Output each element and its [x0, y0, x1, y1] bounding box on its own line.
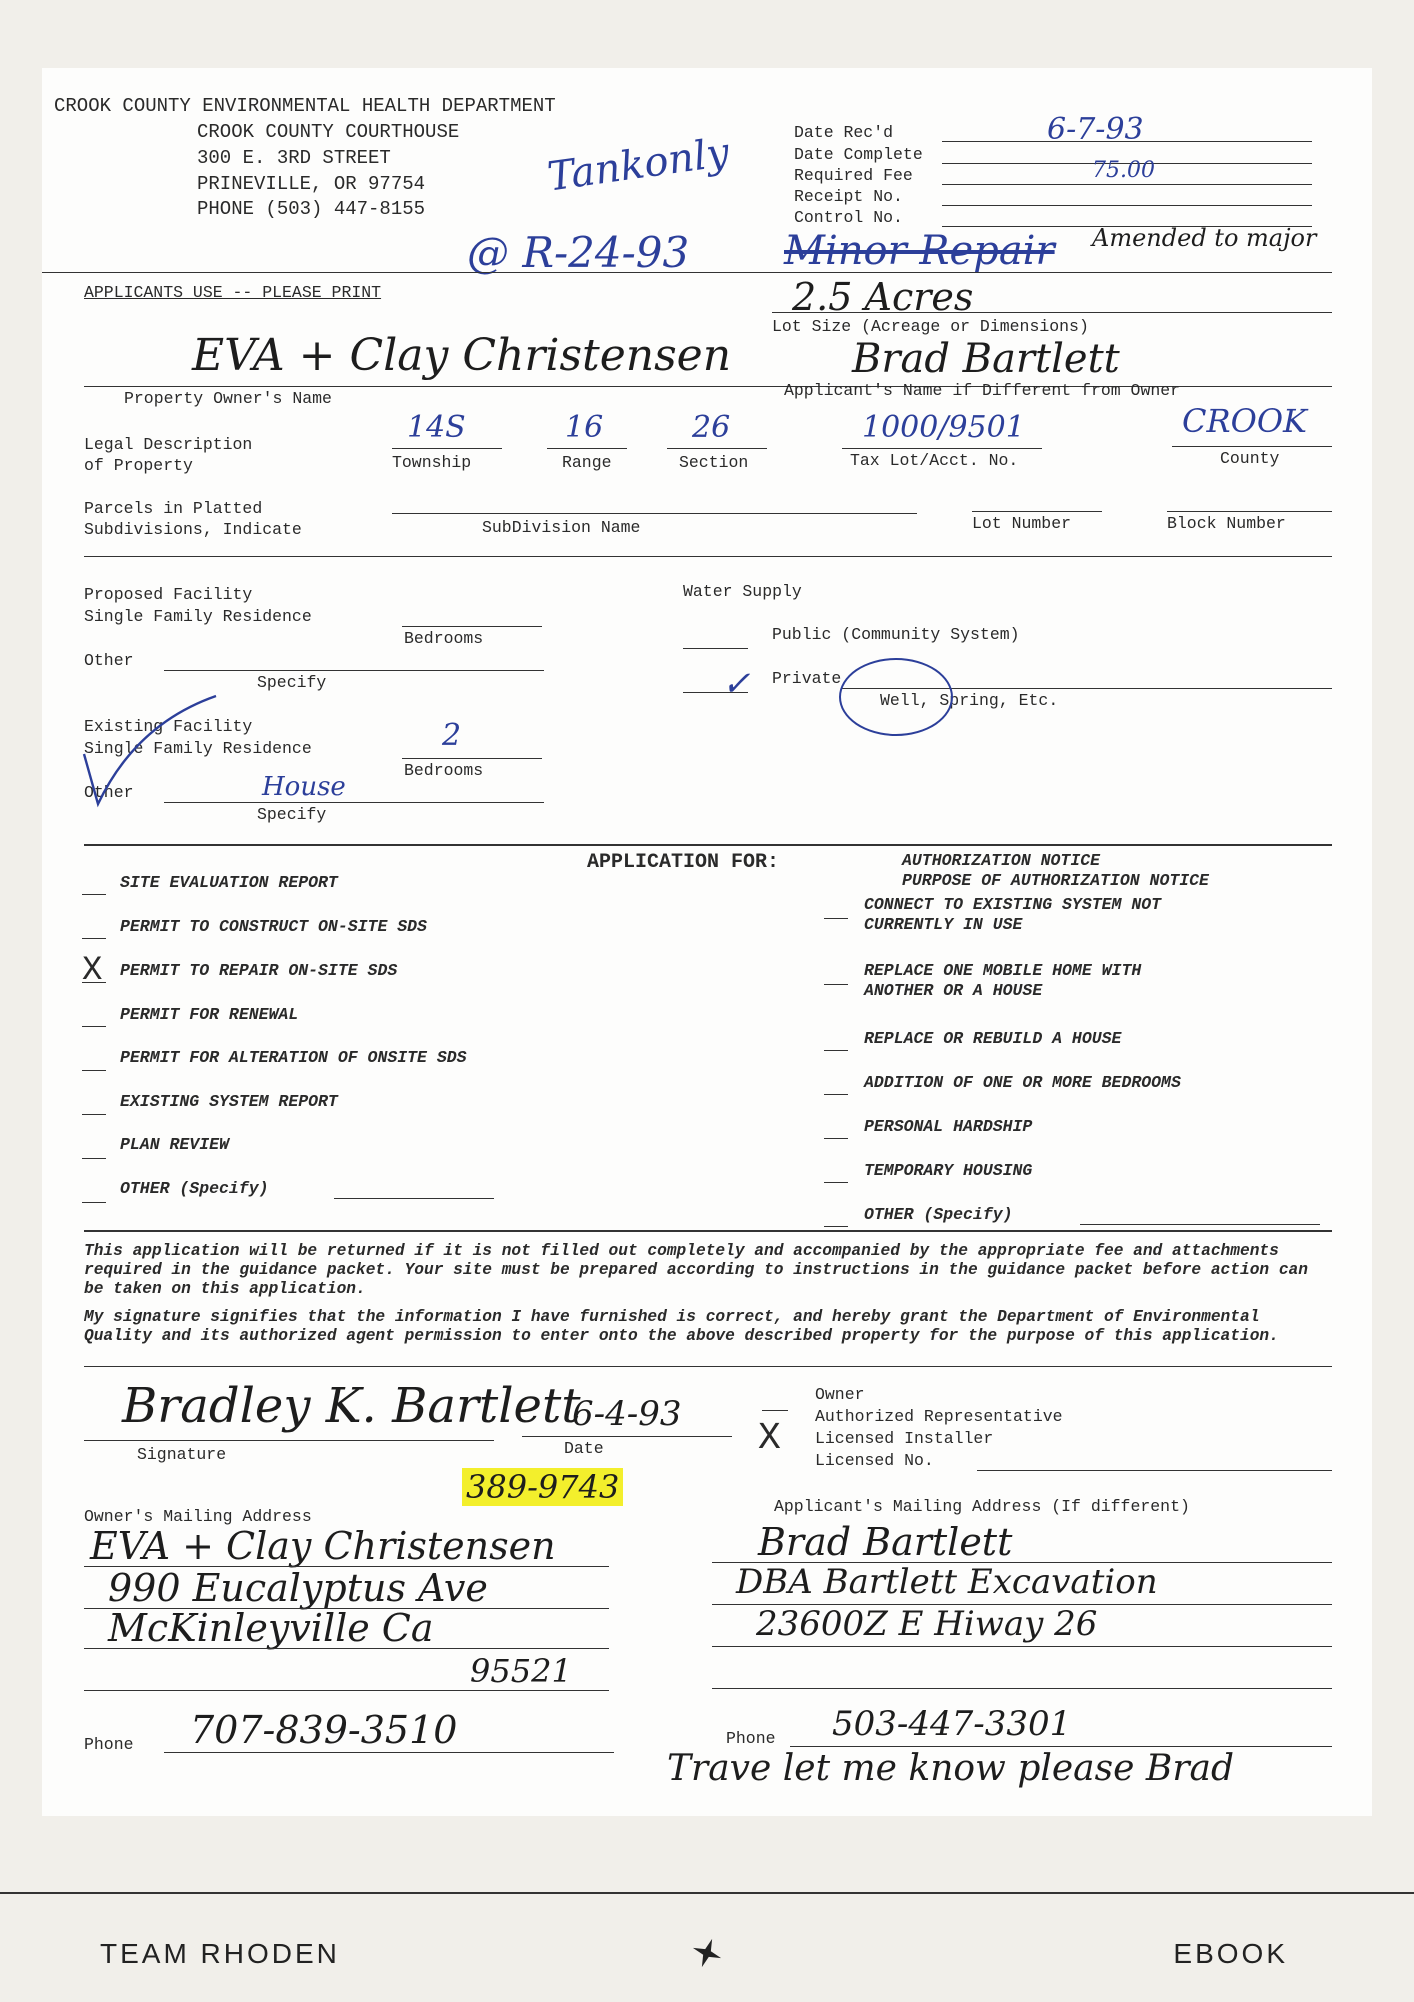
date-signed-value: 6-4-93: [572, 1394, 682, 1434]
date-recd-value: 6-7-93: [1047, 112, 1144, 147]
existing-sfr: Single Family Residence: [84, 739, 312, 758]
auth-title: AUTHORIZATION NOTICE: [902, 851, 1101, 870]
water-title: Water Supply: [683, 582, 802, 601]
owner-mailing-label: Owner's Mailing Address: [84, 1507, 312, 1526]
applicant-phone-label: Phone: [726, 1729, 776, 1748]
address-line: CROOK COUNTY COURTHOUSE: [197, 121, 460, 143]
proposed-other: Other: [84, 651, 134, 670]
amended-annotation: Amended to major: [1092, 224, 1317, 252]
legal-label: of Property: [84, 456, 193, 475]
fee-value: 75.00: [1092, 158, 1155, 183]
auth-purpose-title: PURPOSE OF AUTHORIZATION NOTICE: [902, 871, 1209, 890]
option-addition-bedrooms[interactable]: ADDITION OF ONE OR MORE BEDROOMS: [864, 1073, 1181, 1092]
lot-number-label: Lot Number: [972, 514, 1072, 533]
date-recd-label: Date Rec'd: [794, 123, 894, 142]
water-public: Public (Community System): [772, 625, 1020, 644]
owner-phone-value: 707-839-3510: [190, 1708, 458, 1752]
role-owner[interactable]: Owner: [815, 1385, 865, 1404]
footer-left-text: TEAM RHODEN: [100, 1938, 340, 1969]
parcels-label: Parcels in Platted: [84, 499, 263, 518]
applicants-use-label: APPLICANTS USE -- PLEASE PRINT: [84, 283, 382, 302]
phone-line: PHONE (503) 447-8155: [197, 198, 426, 220]
signature-value: Bradley K. Bartlett: [122, 1378, 581, 1434]
applicant-name-value: Brad Bartlett: [852, 336, 1120, 382]
date-complete-label: Date Complete: [794, 145, 923, 164]
proposed-bedrooms-label: Bedrooms: [404, 629, 484, 648]
address-line: 300 E. 3RD STREET: [197, 147, 391, 169]
signature-statement: My signature signifies that the information I have furnished is correct, and hereby grant the Department of Environmental Quality and its authorized agent permission to enter onto the above described property for the purpose of this application.: [84, 1308, 1279, 1345]
applicant-mail-line2: DBA Bartlett Excavation: [736, 1562, 1158, 1602]
owner-mail-line3: McKinleyville Ca: [108, 1606, 434, 1650]
owner-name-value: EVA + Clay Christensen: [192, 330, 732, 381]
option-connect-existing-2: CURRENTLY IN USE: [864, 915, 1023, 934]
owner-mail-line1: EVA + Clay Christensen: [90, 1524, 556, 1568]
lot-size-value: 2.5 Acres: [792, 275, 974, 319]
range-label: Range: [562, 453, 612, 472]
circle-annotation: [839, 658, 953, 736]
page-footer: [0, 1892, 1414, 2002]
applicant-mail-line1: Brad Bartlett: [758, 1520, 1013, 1564]
subdivision-label: SubDivision Name: [482, 518, 641, 537]
proposed-sfr: Single Family Residence: [84, 607, 312, 626]
existing-other-value: House: [262, 772, 346, 802]
address-line: PRINEVILLE, OR 97754: [197, 173, 426, 195]
minor-repair-annotation: Minor Repair: [784, 228, 1055, 274]
section-value: 26: [692, 410, 731, 445]
required-fee-label: Required Fee: [794, 166, 913, 185]
option-replace-rebuild[interactable]: REPLACE OR REBUILD A HOUSE: [864, 1029, 1122, 1048]
checkmark-stroke: [76, 684, 226, 814]
section-label: Section: [679, 453, 749, 472]
handwritten-note: Tankonly: [544, 129, 732, 201]
applicant-phone-value: 503-447-3301: [832, 1704, 1072, 1744]
option-permit-construct[interactable]: PERMIT TO CONSTRUCT ON-SITE SDS: [120, 917, 427, 936]
option-other[interactable]: OTHER (Specify): [120, 1179, 269, 1198]
owner-phone-label: Phone: [84, 1735, 134, 1754]
checked-x-mark: X: [82, 952, 103, 990]
notice-text: This application will be returned if it is not filled out completely and accompanied by the appropriate fee and attachments required in the guidance packet. Your site must be prepared according to instructions in the guidance packet before action can be taken on this application.: [84, 1242, 1308, 1298]
option-personal-hardship[interactable]: PERSONAL HARDSHIP: [864, 1117, 1033, 1136]
option-replace-mobile[interactable]: REPLACE ONE MOBILE HOME WITH: [864, 961, 1142, 980]
highlight-phone-text: 389-9743: [462, 1468, 623, 1506]
block-number-label: Block Number: [1167, 514, 1286, 533]
department-title: CROOK COUNTY ENVIRONMENTAL HEALTH DEPARTMENT: [54, 95, 556, 117]
taxlot-label: Tax Lot/Acct. No.: [850, 451, 1019, 470]
applicant-mail-line3: 23600Z E Hiway 26: [756, 1604, 1098, 1644]
form-page: [42, 68, 1372, 1816]
licensed-no-label: Licensed No.: [815, 1451, 934, 1470]
legal-label: Legal Description: [84, 435, 253, 454]
highlighted-phone: [462, 1468, 623, 1506]
application-for-title: APPLICATION FOR:: [587, 851, 780, 874]
option-plan-review[interactable]: PLAN REVIEW: [120, 1135, 229, 1154]
private-checkmark: ✓: [722, 664, 751, 704]
existing-other: Other: [84, 783, 134, 802]
applicant-name-label: Applicant's Name if Different from Owner: [784, 381, 1181, 400]
owner-name-label: Property Owner's Name: [124, 389, 332, 408]
option-permit-renewal[interactable]: PERMIT FOR RENEWAL: [120, 1005, 299, 1024]
control-label: Control No.: [794, 208, 903, 227]
signature-label: Signature: [137, 1445, 227, 1464]
option-existing-system[interactable]: EXISTING SYSTEM REPORT: [120, 1092, 338, 1111]
owner-mail-line2: 990 Eucalyptus Ave: [108, 1566, 488, 1610]
water-private-detail: Well, Spring, Etc.: [880, 691, 1059, 710]
star-icon: [690, 1936, 724, 1970]
existing-specify: Specify: [257, 805, 327, 824]
parcels-label: Subdivisions, Indicate: [84, 520, 302, 539]
applicant-mailing-label: Applicant's Mailing Address (If different): [774, 1497, 1190, 1516]
township-label: Township: [392, 453, 472, 472]
existing-bedrooms-label: Bedrooms: [404, 761, 484, 780]
range-value: 16: [565, 410, 604, 445]
county-value: CROOK: [1182, 402, 1307, 440]
role-authorized-rep[interactable]: Authorized Representative: [815, 1407, 1063, 1426]
existing-bedrooms-value: 2: [442, 718, 462, 753]
applicant-note: Trave let me know please Brad: [667, 1748, 1235, 1789]
water-private: Private: [772, 669, 842, 688]
option-site-evaluation[interactable]: SITE EVALUATION REPORT: [120, 873, 338, 892]
option-permit-alteration[interactable]: PERMIT FOR ALTERATION OF ONSITE SDS: [120, 1048, 467, 1067]
lot-size-label: Lot Size (Acreage or Dimensions): [772, 317, 1089, 336]
proposed-title: Proposed Facility: [84, 585, 253, 604]
option-temporary-housing[interactable]: TEMPORARY HOUSING: [864, 1161, 1033, 1180]
option-permit-repair[interactable]: PERMIT TO REPAIR ON-SITE SDS: [120, 961, 398, 980]
township-value: 14S: [407, 410, 466, 445]
receipt-label: Receipt No.: [794, 187, 903, 206]
installer-x-mark: X: [758, 1417, 781, 1460]
footer-right-text: EBOOK: [1173, 1938, 1288, 1969]
existing-title: Existing Facility: [84, 717, 253, 736]
role-licensed-installer[interactable]: Licensed Installer: [815, 1429, 994, 1448]
taxlot-value: 1000/9501: [862, 410, 1025, 445]
owner-mail-line4: 95521: [470, 1652, 572, 1690]
option-replace-mobile-2: ANOTHER OR A HOUSE: [864, 981, 1043, 1000]
option-connect-existing[interactable]: CONNECT TO EXISTING SYSTEM NOT: [864, 895, 1162, 914]
county-label: County: [1220, 449, 1280, 468]
date-annotation: @ R-24-93: [467, 228, 690, 277]
proposed-specify: Specify: [257, 673, 327, 692]
option-other-right[interactable]: OTHER (Specify): [864, 1205, 1013, 1224]
date-signed-label: Date: [564, 1439, 604, 1458]
